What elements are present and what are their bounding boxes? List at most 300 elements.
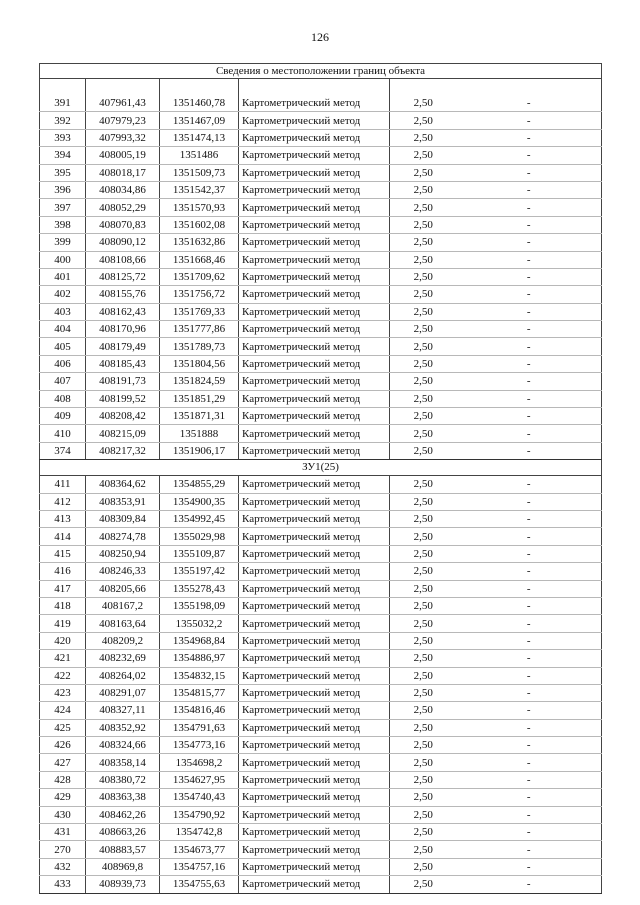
point-number-cell: 425 bbox=[40, 719, 86, 736]
coord-x-cell: 408162,43 bbox=[86, 303, 160, 320]
table-row bbox=[40, 632, 602, 649]
coord-y-cell: 1351824,59 bbox=[160, 373, 239, 390]
method-cell: Картометрический метод bbox=[239, 597, 390, 614]
accuracy-cell: 2,50 bbox=[390, 528, 457, 545]
method-cell: Картометрический метод bbox=[239, 702, 390, 719]
accuracy-cell: 2,50 bbox=[390, 650, 457, 667]
coord-y-cell: 1354740,43 bbox=[160, 789, 239, 806]
accuracy-cell: 2,50 bbox=[390, 338, 457, 355]
spacer-row bbox=[40, 79, 602, 96]
coord-y-cell: 1351509,73 bbox=[160, 164, 239, 181]
accuracy-cell: 2,50 bbox=[390, 408, 457, 425]
table-row bbox=[40, 408, 602, 425]
coord-x-cell: 408090,12 bbox=[86, 234, 160, 251]
note-cell: - bbox=[457, 806, 602, 823]
coord-x-cell: 408883,57 bbox=[86, 841, 160, 858]
coord-y-cell: 1351756,72 bbox=[160, 286, 239, 303]
accuracy-cell: 2,50 bbox=[390, 425, 457, 442]
method-cell: Картометрический метод bbox=[239, 425, 390, 442]
table-row bbox=[40, 286, 602, 303]
accuracy-cell: 2,50 bbox=[390, 442, 457, 459]
coord-y-cell: 1351709,62 bbox=[160, 268, 239, 285]
method-cell: Картометрический метод bbox=[239, 667, 390, 684]
note-cell: - bbox=[457, 597, 602, 614]
note-cell: - bbox=[457, 355, 602, 372]
point-number-cell: 393 bbox=[40, 129, 86, 146]
point-number-cell: 415 bbox=[40, 545, 86, 562]
method-cell: Картометрический метод bbox=[239, 321, 390, 338]
point-number-cell: 428 bbox=[40, 771, 86, 788]
note-cell: - bbox=[457, 251, 602, 268]
accuracy-cell: 2,50 bbox=[390, 234, 457, 251]
point-number-cell: 374 bbox=[40, 442, 86, 459]
coord-y-cell: 1351467,09 bbox=[160, 112, 239, 129]
table-row bbox=[40, 129, 602, 146]
coord-x-cell: 408170,96 bbox=[86, 321, 160, 338]
coord-y-cell: 1354773,16 bbox=[160, 737, 239, 754]
table-row bbox=[40, 684, 602, 701]
table-row bbox=[40, 667, 602, 684]
note-cell: - bbox=[457, 632, 602, 649]
accuracy-cell: 2,50 bbox=[390, 373, 457, 390]
coord-y-cell: 1354790,92 bbox=[160, 806, 239, 823]
coord-x-cell: 408208,42 bbox=[86, 408, 160, 425]
method-cell: Картометрический метод bbox=[239, 286, 390, 303]
point-number-cell: 397 bbox=[40, 199, 86, 216]
table-row bbox=[40, 650, 602, 667]
coord-y-cell: 1351789,73 bbox=[160, 338, 239, 355]
note-cell: - bbox=[457, 876, 602, 893]
point-number-cell: 398 bbox=[40, 216, 86, 233]
accuracy-cell: 2,50 bbox=[390, 841, 457, 858]
note-cell: - bbox=[457, 493, 602, 510]
coord-x-cell: 408232,69 bbox=[86, 650, 160, 667]
method-cell: Картометрический метод bbox=[239, 442, 390, 459]
coord-x-cell: 408352,92 bbox=[86, 719, 160, 736]
table-row bbox=[40, 476, 602, 493]
coord-y-cell: 1351486 bbox=[160, 147, 239, 164]
coord-y-cell: 1351570,93 bbox=[160, 199, 239, 216]
method-cell: Картометрический метод bbox=[239, 147, 390, 164]
coord-y-cell: 1351602,08 bbox=[160, 216, 239, 233]
method-cell: Картометрический метод bbox=[239, 684, 390, 701]
coord-y-cell: 1354832,15 bbox=[160, 667, 239, 684]
coord-y-cell: 1355109,87 bbox=[160, 545, 239, 562]
accuracy-cell: 2,50 bbox=[390, 199, 457, 216]
table-row bbox=[40, 338, 602, 355]
table-row bbox=[40, 824, 602, 841]
accuracy-cell: 2,50 bbox=[390, 112, 457, 129]
coord-x-cell: 408163,64 bbox=[86, 615, 160, 632]
coord-x-cell: 408005,19 bbox=[86, 147, 160, 164]
note-cell: - bbox=[457, 476, 602, 493]
method-cell: Картометрический метод bbox=[239, 303, 390, 320]
note-cell: - bbox=[457, 684, 602, 701]
accuracy-cell: 2,50 bbox=[390, 719, 457, 736]
method-cell: Картометрический метод bbox=[239, 112, 390, 129]
method-cell: Картометрический метод bbox=[239, 268, 390, 285]
coord-y-cell: 1351871,31 bbox=[160, 408, 239, 425]
point-number-cell: 432 bbox=[40, 858, 86, 875]
method-cell: Картометрический метод bbox=[239, 615, 390, 632]
coord-x-cell: 408215,09 bbox=[86, 425, 160, 442]
method-cell: Картометрический метод bbox=[239, 408, 390, 425]
coord-y-cell: 1354698,2 bbox=[160, 754, 239, 771]
accuracy-cell: 2,50 bbox=[390, 390, 457, 407]
note-cell: - bbox=[457, 719, 602, 736]
point-number-cell: 410 bbox=[40, 425, 86, 442]
accuracy-cell: 2,50 bbox=[390, 632, 457, 649]
table-row bbox=[40, 719, 602, 736]
method-cell: Картометрический метод bbox=[239, 476, 390, 493]
table-row bbox=[40, 754, 602, 771]
note-cell: - bbox=[457, 824, 602, 841]
coord-y-cell: 1354757,16 bbox=[160, 858, 239, 875]
note-cell: - bbox=[457, 408, 602, 425]
accuracy-cell: 2,50 bbox=[390, 181, 457, 198]
coord-y-cell: 1354992,45 bbox=[160, 510, 239, 527]
coord-y-cell: 1351668,46 bbox=[160, 251, 239, 268]
accuracy-cell: 2,50 bbox=[390, 615, 457, 632]
note-cell: - bbox=[457, 702, 602, 719]
table-row bbox=[40, 216, 602, 233]
point-number-cell: 270 bbox=[40, 841, 86, 858]
method-cell: Картометрический метод bbox=[239, 251, 390, 268]
point-number-cell: 406 bbox=[40, 355, 86, 372]
point-number-cell: 433 bbox=[40, 876, 86, 893]
method-cell: Картометрический метод bbox=[239, 390, 390, 407]
coord-x-cell: 408125,72 bbox=[86, 268, 160, 285]
coord-x-cell: 408108,66 bbox=[86, 251, 160, 268]
method-cell: Картометрический метод bbox=[239, 632, 390, 649]
coord-x-cell: 408274,78 bbox=[86, 528, 160, 545]
note-cell: - bbox=[457, 667, 602, 684]
table-row bbox=[40, 597, 602, 614]
coord-y-cell: 1354791,63 bbox=[160, 719, 239, 736]
coord-x-cell: 408185,43 bbox=[86, 355, 160, 372]
method-cell: Картометрический метод bbox=[239, 876, 390, 893]
point-number-cell: 391 bbox=[40, 95, 86, 112]
accuracy-cell: 2,50 bbox=[390, 545, 457, 562]
coord-x-cell: 407979,23 bbox=[86, 112, 160, 129]
point-number-cell: 405 bbox=[40, 338, 86, 355]
coord-y-cell: 1351804,56 bbox=[160, 355, 239, 372]
point-number-cell: 396 bbox=[40, 181, 86, 198]
note-cell: - bbox=[457, 771, 602, 788]
method-cell: Картометрический метод bbox=[239, 199, 390, 216]
coord-x-cell: 408034,86 bbox=[86, 181, 160, 198]
note-cell: - bbox=[457, 390, 602, 407]
note-cell: - bbox=[457, 425, 602, 442]
coord-y-cell: 1354855,29 bbox=[160, 476, 239, 493]
note-cell: - bbox=[457, 580, 602, 597]
accuracy-cell: 2,50 bbox=[390, 563, 457, 580]
note-cell: - bbox=[457, 164, 602, 181]
point-number-cell: 404 bbox=[40, 321, 86, 338]
note-cell: - bbox=[457, 563, 602, 580]
method-cell: Картометрический метод bbox=[239, 373, 390, 390]
boundary-coordinates-table bbox=[39, 63, 601, 894]
point-number-cell: 423 bbox=[40, 684, 86, 701]
method-cell: Картометрический метод bbox=[239, 164, 390, 181]
coord-x-cell: 408358,14 bbox=[86, 754, 160, 771]
accuracy-cell: 2,50 bbox=[390, 597, 457, 614]
table-title-row bbox=[40, 64, 602, 79]
note-cell: - bbox=[457, 510, 602, 527]
method-cell: Картометрический метод bbox=[239, 580, 390, 597]
point-number-cell: 418 bbox=[40, 597, 86, 614]
note-cell: - bbox=[457, 95, 602, 112]
point-number-cell: 408 bbox=[40, 390, 86, 407]
note-cell: - bbox=[457, 268, 602, 285]
coord-x-cell: 408217,32 bbox=[86, 442, 160, 459]
table-row bbox=[40, 234, 602, 251]
note-cell: - bbox=[457, 216, 602, 233]
point-number-cell: 420 bbox=[40, 632, 86, 649]
table-row bbox=[40, 268, 602, 285]
coord-y-cell: 1355278,43 bbox=[160, 580, 239, 597]
point-number-cell: 411 bbox=[40, 476, 86, 493]
point-number-cell: 424 bbox=[40, 702, 86, 719]
note-cell: - bbox=[457, 737, 602, 754]
coord-x-cell: 408167,2 bbox=[86, 597, 160, 614]
table-row bbox=[40, 355, 602, 372]
note-cell: - bbox=[457, 373, 602, 390]
coord-y-cell: 1355197,42 bbox=[160, 563, 239, 580]
coord-y-cell: 1351769,33 bbox=[160, 303, 239, 320]
point-number-cell: 412 bbox=[40, 493, 86, 510]
coord-y-cell: 1351906,17 bbox=[160, 442, 239, 459]
point-number-cell: 401 bbox=[40, 268, 86, 285]
table-row bbox=[40, 112, 602, 129]
table-row bbox=[40, 789, 602, 806]
accuracy-cell: 2,50 bbox=[390, 702, 457, 719]
accuracy-cell: 2,50 bbox=[390, 876, 457, 893]
point-number-cell: 430 bbox=[40, 806, 86, 823]
coord-y-cell: 1351474,13 bbox=[160, 129, 239, 146]
accuracy-cell: 2,50 bbox=[390, 216, 457, 233]
table-row bbox=[40, 806, 602, 823]
method-cell: Картометрический метод bbox=[239, 824, 390, 841]
coord-y-cell: 1354886,97 bbox=[160, 650, 239, 667]
coord-x-cell: 408309,84 bbox=[86, 510, 160, 527]
point-number-cell: 421 bbox=[40, 650, 86, 667]
point-number-cell: 417 bbox=[40, 580, 86, 597]
accuracy-cell: 2,50 bbox=[390, 858, 457, 875]
table-row bbox=[40, 615, 602, 632]
note-cell: - bbox=[457, 181, 602, 198]
coord-x-cell: 408380,72 bbox=[86, 771, 160, 788]
note-cell: - bbox=[457, 615, 602, 632]
coord-x-cell: 408327,11 bbox=[86, 702, 160, 719]
table-row bbox=[40, 876, 602, 893]
note-cell: - bbox=[457, 199, 602, 216]
coord-x-cell: 408969,8 bbox=[86, 858, 160, 875]
point-number-cell: 403 bbox=[40, 303, 86, 320]
method-cell: Картометрический метод bbox=[239, 858, 390, 875]
coord-x-cell: 408364,62 bbox=[86, 476, 160, 493]
point-number-cell: 427 bbox=[40, 754, 86, 771]
method-cell: Картометрический метод bbox=[239, 754, 390, 771]
note-cell: - bbox=[457, 286, 602, 303]
table-row bbox=[40, 373, 602, 390]
table-row bbox=[40, 147, 602, 164]
coord-y-cell: 1355032,2 bbox=[160, 615, 239, 632]
method-cell: Картометрический метод bbox=[239, 95, 390, 112]
accuracy-cell: 2,50 bbox=[390, 771, 457, 788]
point-number-cell: 422 bbox=[40, 667, 86, 684]
note-cell: - bbox=[457, 528, 602, 545]
table-row bbox=[40, 580, 602, 597]
table-row bbox=[40, 702, 602, 719]
point-number-cell: 419 bbox=[40, 615, 86, 632]
accuracy-cell: 2,50 bbox=[390, 580, 457, 597]
coord-x-cell: 407961,43 bbox=[86, 95, 160, 112]
table-row bbox=[40, 858, 602, 875]
method-cell: Картометрический метод bbox=[239, 528, 390, 545]
accuracy-cell: 2,50 bbox=[390, 303, 457, 320]
coord-y-cell: 1351777,86 bbox=[160, 321, 239, 338]
method-cell: Картометрический метод bbox=[239, 216, 390, 233]
point-number-cell: 429 bbox=[40, 789, 86, 806]
accuracy-cell: 2,50 bbox=[390, 667, 457, 684]
coord-y-cell: 1354900,35 bbox=[160, 493, 239, 510]
accuracy-cell: 2,50 bbox=[390, 268, 457, 285]
note-cell: - bbox=[457, 321, 602, 338]
coord-x-cell: 408363,38 bbox=[86, 789, 160, 806]
table-row bbox=[40, 442, 602, 459]
table-row bbox=[40, 390, 602, 407]
coord-x-cell: 408191,73 bbox=[86, 373, 160, 390]
note-cell: - bbox=[457, 147, 602, 164]
method-cell: Картометрический метод bbox=[239, 841, 390, 858]
table-row bbox=[40, 321, 602, 338]
accuracy-cell: 2,50 bbox=[390, 476, 457, 493]
method-cell: Картометрический метод bbox=[239, 129, 390, 146]
point-number-cell: 431 bbox=[40, 824, 86, 841]
coord-x-cell: 408324,66 bbox=[86, 737, 160, 754]
coord-y-cell: 1354627,95 bbox=[160, 771, 239, 788]
accuracy-cell: 2,50 bbox=[390, 286, 457, 303]
note-cell: - bbox=[457, 789, 602, 806]
table-row bbox=[40, 181, 602, 198]
coord-y-cell: 1355029,98 bbox=[160, 528, 239, 545]
accuracy-cell: 2,50 bbox=[390, 321, 457, 338]
method-cell: Картометрический метод bbox=[239, 737, 390, 754]
point-number-cell: 395 bbox=[40, 164, 86, 181]
table-row bbox=[40, 528, 602, 545]
method-cell: Картометрический метод bbox=[239, 338, 390, 355]
coord-y-cell: 1354968,84 bbox=[160, 632, 239, 649]
note-cell: - bbox=[457, 338, 602, 355]
note-cell: - bbox=[457, 754, 602, 771]
accuracy-cell: 2,50 bbox=[390, 95, 457, 112]
note-cell: - bbox=[457, 858, 602, 875]
point-number-cell: 416 bbox=[40, 563, 86, 580]
coord-x-cell: 408018,17 bbox=[86, 164, 160, 181]
table-row bbox=[40, 95, 602, 112]
point-number-cell: 426 bbox=[40, 737, 86, 754]
method-cell: Картометрический метод bbox=[239, 510, 390, 527]
coord-x-cell: 408939,73 bbox=[86, 876, 160, 893]
note-cell: - bbox=[457, 303, 602, 320]
accuracy-cell: 2,50 bbox=[390, 737, 457, 754]
note-cell: - bbox=[457, 650, 602, 667]
table-row bbox=[40, 425, 602, 442]
coord-x-cell: 408462,26 bbox=[86, 806, 160, 823]
table-row bbox=[40, 199, 602, 216]
accuracy-cell: 2,50 bbox=[390, 355, 457, 372]
method-cell: Картометрический метод bbox=[239, 181, 390, 198]
note-cell: - bbox=[457, 545, 602, 562]
coord-x-cell: 408353,91 bbox=[86, 493, 160, 510]
accuracy-cell: 2,50 bbox=[390, 147, 457, 164]
coord-x-cell: 408291,07 bbox=[86, 684, 160, 701]
coord-x-cell: 408209,2 bbox=[86, 632, 160, 649]
table-row bbox=[40, 545, 602, 562]
method-cell: Картометрический метод bbox=[239, 234, 390, 251]
coord-x-cell: 408199,52 bbox=[86, 390, 160, 407]
point-number-cell: 399 bbox=[40, 234, 86, 251]
accuracy-cell: 2,50 bbox=[390, 824, 457, 841]
table-row bbox=[40, 164, 602, 181]
coord-x-cell: 408155,76 bbox=[86, 286, 160, 303]
method-cell: Картометрический метод bbox=[239, 493, 390, 510]
coord-x-cell: 408052,29 bbox=[86, 199, 160, 216]
table-row bbox=[40, 563, 602, 580]
coord-y-cell: 1351632,86 bbox=[160, 234, 239, 251]
table-row bbox=[40, 841, 602, 858]
coord-x-cell: 408663,26 bbox=[86, 824, 160, 841]
coord-y-cell: 1354815,77 bbox=[160, 684, 239, 701]
accuracy-cell: 2,50 bbox=[390, 129, 457, 146]
coord-x-cell: 408070,83 bbox=[86, 216, 160, 233]
method-cell: Картометрический метод bbox=[239, 719, 390, 736]
note-cell: - bbox=[457, 442, 602, 459]
point-number-cell: 407 bbox=[40, 373, 86, 390]
coord-y-cell: 1355198,09 bbox=[160, 597, 239, 614]
coord-x-cell: 408264,02 bbox=[86, 667, 160, 684]
coord-x-cell: 408205,66 bbox=[86, 580, 160, 597]
table-row bbox=[40, 493, 602, 510]
coord-y-cell: 1354742,8 bbox=[160, 824, 239, 841]
accuracy-cell: 2,50 bbox=[390, 754, 457, 771]
accuracy-cell: 2,50 bbox=[390, 510, 457, 527]
coord-x-cell: 408246,33 bbox=[86, 563, 160, 580]
accuracy-cell: 2,50 bbox=[390, 164, 457, 181]
point-number-cell: 400 bbox=[40, 251, 86, 268]
method-cell: Картометрический метод bbox=[239, 650, 390, 667]
coord-x-cell: 407993,32 bbox=[86, 129, 160, 146]
section-label: ЗУ1(25) bbox=[40, 460, 602, 476]
table-title: Сведения о местоположении границ объекта bbox=[40, 64, 602, 79]
point-number-cell: 394 bbox=[40, 147, 86, 164]
section-row bbox=[40, 460, 602, 476]
note-cell: - bbox=[457, 129, 602, 146]
point-number-cell: 413 bbox=[40, 510, 86, 527]
coord-y-cell: 1351851,29 bbox=[160, 390, 239, 407]
method-cell: Картометрический метод bbox=[239, 563, 390, 580]
table-row bbox=[40, 737, 602, 754]
point-number-cell: 409 bbox=[40, 408, 86, 425]
method-cell: Картометрический метод bbox=[239, 355, 390, 372]
accuracy-cell: 2,50 bbox=[390, 789, 457, 806]
coord-y-cell: 1351888 bbox=[160, 425, 239, 442]
accuracy-cell: 2,50 bbox=[390, 493, 457, 510]
note-cell: - bbox=[457, 234, 602, 251]
table-row bbox=[40, 303, 602, 320]
accuracy-cell: 2,50 bbox=[390, 684, 457, 701]
